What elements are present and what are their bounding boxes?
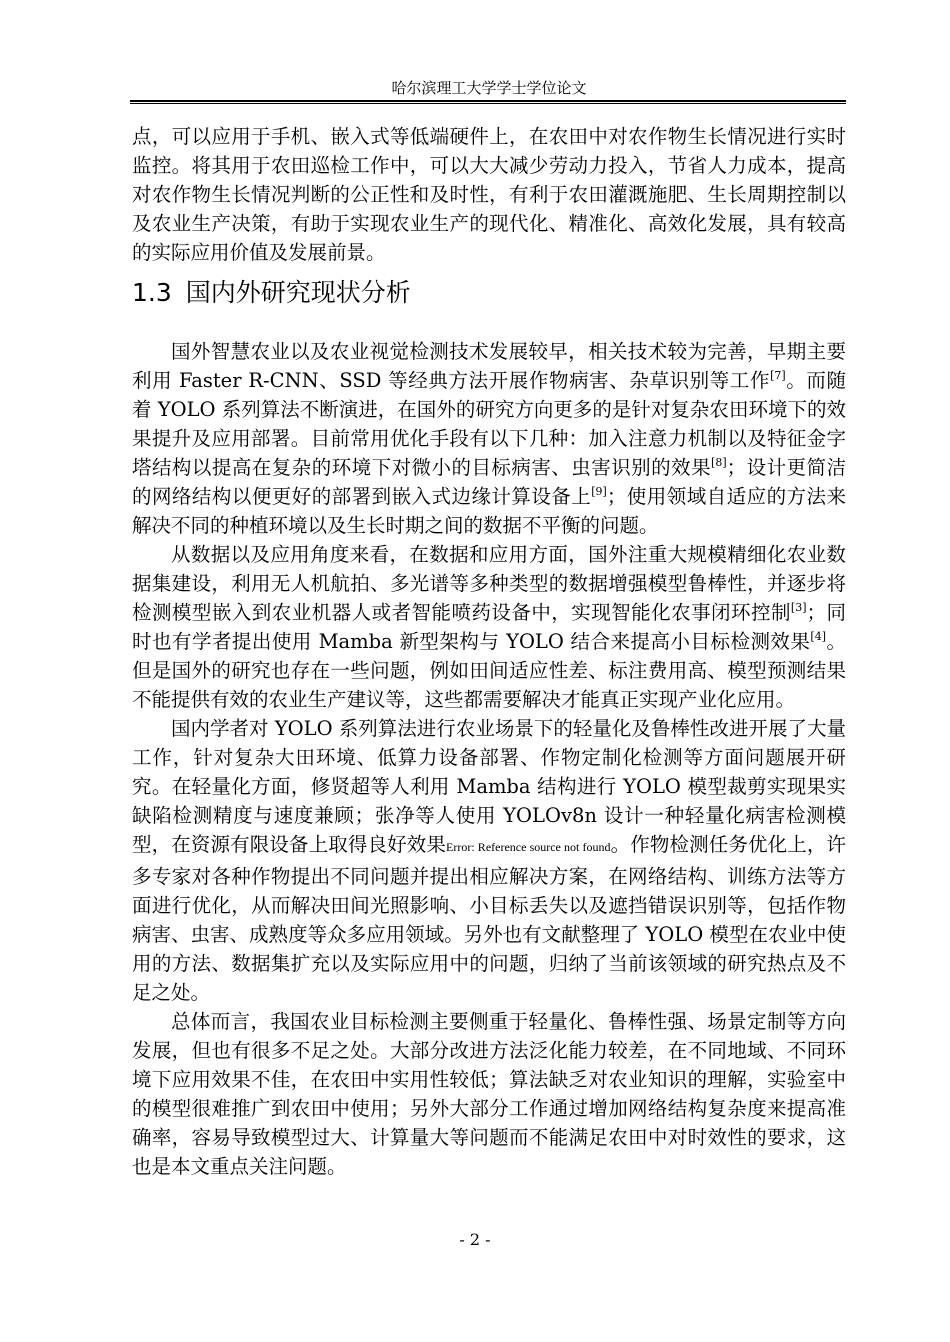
text-run: 。但是国外的研究也存在一些问题，例如田间适应性差、标注费用高、模型预测结果不能提供有效的农业生产建议等，这些都需要解决才能真正实现产业化应用。 [132, 630, 846, 711]
paragraph-domestic-research [132, 714, 846, 1007]
text-run: 从数据以及应用角度来看，在数据和应用方面，国外注重大规模精细化农业数据集建设，利用无人机航拍、多光谱等多种类型的数据增强模型鲁棒性，并逐步将检测模型嵌入到农业机器人或者智能喷药设备中，实现智能化农事闭环控制 [132, 543, 846, 624]
citation-ref: [9] [591, 485, 607, 498]
paragraph-foreign-research [132, 337, 846, 540]
citation-ref: [4] [810, 630, 826, 643]
reference-error: Error: Reference source not found [446, 840, 611, 854]
text-run: ；使用领域自适应的方法来解决不同的种植环境以及生长时期之间的数据不平衡的问题。 [132, 485, 846, 537]
paragraph-data-application [132, 540, 846, 714]
header-rule [130, 100, 846, 104]
page-header: 哈尔滨理工大学学士学位论文 [391, 79, 587, 97]
text-run: ；同时也有学者提出使用 Mamba 新型架构与 YOLO 结合来提高小目标检测效果 [132, 601, 846, 653]
text-run: 。而随着 YOLO 系列算法不断演进，在国外的研究方向更多的是针对复杂农田环境下的效果提升及应用部署。目前常用优化手段有以下几种：加入注意力机制以及特征金字塔结构以提高在复杂的环境下对微小的目标病害、虫害识别的效果 [132, 369, 846, 479]
citation-ref: [8] [711, 456, 727, 469]
paragraph-continuation: 点，可以应用于手机、嵌入式等低端硬件上，在农田中对农作物生长情况进行实时监控。将其用于农田巡检工作中，可以大大减少劳动力投入，节省人力成本，提高对农作物生长情况判断的公正性和及时性，有利于农田灌溉施肥、生长周期控制以及农业生产决策，有助于实现农业生产的现代化、精准化、高效化发展，具有较高的实际应用价值及发展前景。 [132, 125, 846, 264]
text-run: 国内学者对 YOLO 系列算法进行农业场景下的轻量化及鲁棒性改进开展了大量工作，针对复杂大田环境、低算力设备部署、作物定制化检测等方面问题展开研究。在轻量化方面，修贤超等人利用 Mamba 结构进行 YOLO 模型裁剪实现果实缺陷检测精度与速度兼顾；张净等人使用 YOLOv8n 设计一种轻量化病害检测模型，在资源有限设备上取得良好效果 [132, 717, 846, 856]
section-title: 国内外研究现状分析 [185, 278, 411, 307]
page-body [132, 122, 846, 1181]
citation-ref: [3] [790, 601, 807, 614]
text-run: 。作物检测任务优化上，许多专家对各种作物提出不同问题并提出相应解决方案，在网络结构、训练方法等方面进行优化，从而解决田间光照影响、小目标丢失以及遮挡错误识别等，包括作物病害、虫害、成熟度等众多应用领域。另外也有文献整理了 YOLO 模型在农业中使用的方法、数据集扩充以及实际应用中的问题，归纳了当前该领域的研究热点及不足之处。 [132, 833, 846, 1004]
citation-ref: [7] [770, 369, 786, 382]
text-run: ；设计更简洁的网络结构以便更好的部署到嵌入式边缘计算设备上 [132, 456, 846, 508]
page-number: - 2 - [459, 1230, 491, 1249]
text-run: 国外智慧农业以及农业视觉检测技术发展较早，相关技术较为完善，早期主要利用 Faster R-CNN、SSD 等经典方法开展作物病害、杂草识别等工作 [132, 340, 846, 392]
paragraph-summary: 总体而言，我国农业目标检测主要侧重于轻量化、鲁棒性强、场景定制等方向发展，但也有很多不足之处。大部分改进方法泛化能力较差，在不同地域、不同环境下应用效果不佳，在农田中实用性较低；算法缺乏对农业知识的理解，实验室中的模型很难推广到农田中使用；另外大部分工作通过增加网络结构复杂度来提高准确率，容易导致模型过大、计算量大等问题而不能满足农田中对时效性的要求，这也是本文重点关注问题。 [132, 1010, 846, 1178]
section-heading [132, 273, 846, 313]
section-number: 1.3 [132, 278, 172, 307]
